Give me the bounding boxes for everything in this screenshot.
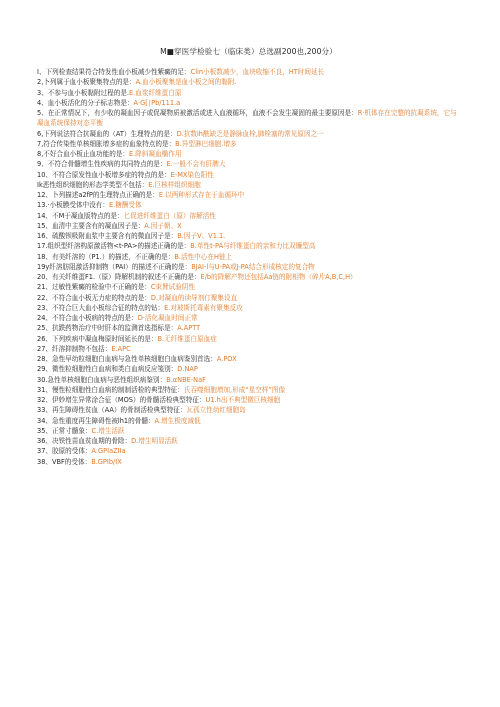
question-item (37, 364, 460, 374)
question-text: 31、慢性粒细胞性白血病的制制活检的典型特征： (37, 385, 184, 394)
question-text: 4、血小板活化的分子标志物是： (37, 98, 134, 107)
question-item (37, 149, 460, 159)
answer-text: C.增生活跃 (91, 426, 125, 435)
answer-text: A.因子朝、X (144, 221, 182, 230)
answer-text: E.APC (111, 344, 131, 353)
question-item (37, 293, 460, 303)
question-item (37, 385, 460, 395)
question-text: 35、正常寸髓象： (37, 426, 92, 435)
answer-text: D.对凝血的读导剂仃聚集设直 (150, 293, 238, 302)
question-text: 7,符合传染性单核细胀增多症的血象特点的是： (37, 139, 176, 148)
question-text: 28、急性早幼粒细胞白血病与急性单核细胞白血病鉴别首选： (37, 355, 217, 363)
answer-text: 瓦孤立性幼红细胞岛 (186, 406, 246, 415)
question-item (37, 313, 460, 323)
answer-text: B.异型淋巴细胞.增多 (175, 139, 237, 148)
question-item (37, 354, 460, 364)
answer-text: E.糖酬受体 (108, 201, 142, 210)
answer-text: E-MX染色阳性 (170, 170, 214, 179)
question-item (37, 200, 460, 210)
question-item (37, 272, 460, 282)
question-text: 24、不符合血小板病的特点的是： (37, 314, 138, 322)
question-item (37, 262, 460, 272)
question-text: 10、不符合原发性血小板增多症的特点的是： (37, 170, 171, 179)
question-item (37, 190, 460, 200)
answer-text: E.血浆纤维蛋白原 (129, 88, 182, 97)
answer-text: B.αNBE-NaF (166, 375, 206, 384)
question-text: 30.急性单核细胞白血病与恶性组织病鉴别： (37, 375, 167, 384)
question-item (37, 180, 460, 190)
question-text: 37、胶原的受体： (37, 447, 92, 456)
question-item (37, 416, 460, 426)
answer-text: A.增生极度减低 (154, 416, 201, 425)
question-text: 32、伊妙增生异常涂合征（MOS）的骨髓活检典型特征： (37, 396, 206, 404)
question-item (37, 375, 460, 385)
question-item (37, 67, 460, 77)
question-item (37, 436, 460, 446)
question-text: 36、决铁性苗血贫血期的骨除： (37, 437, 132, 445)
question-item (37, 241, 460, 251)
question-item (37, 211, 460, 221)
question-text: 27、纤溶抑制物不包括： (37, 344, 112, 353)
question-text: 19y纤溶肪阻激活抑制物（PAI）的描述不正确的是： (37, 262, 192, 271)
question-text: 38、VBF的受体： (37, 457, 92, 466)
answer-text: E.巨核样组织细胞 (148, 180, 201, 189)
answer-text: A.血小板聚集是血小板之间的黏附. (135, 78, 237, 87)
answer-text: A.POX (216, 355, 237, 363)
question-item (37, 426, 460, 436)
question-text: 18、有美纤溶的（P1.）的描述，不正确的是： (37, 252, 175, 261)
answer-text: D.增生明显活跃 (131, 437, 178, 445)
question-item (37, 405, 460, 415)
question-text: 33、再生障碍性贫血（AA）的骨制活检典型特征： (37, 406, 187, 415)
answer-text: B.活性中心在H链上 (174, 252, 233, 261)
question-item (37, 334, 460, 344)
answer-text: E.降斜凝血椭作用 (129, 150, 182, 158)
question-list (37, 67, 460, 467)
question-text: 20、有关纤维蛋F1.（原）降解机制的叙述不正确的是： (37, 273, 201, 281)
question-item (37, 282, 460, 292)
answer-text: A·G[∣Pb/111.a (133, 98, 181, 107)
question-text: 9、不符合骨髓增生性疾病的共同特点的是： (37, 160, 167, 169)
question-item (37, 170, 460, 180)
question-text: 25、抗跌药物治疗中时肝本的监测首选指标是： (37, 324, 178, 333)
question-text: 17.组织型纤溶构原激活物<t-PA>的描述正确的是： (37, 242, 191, 251)
question-text: 2,卜列属于血小板聚集特点的是： (37, 78, 136, 87)
answer-text: U1.h出不典型微巨核细胞 (205, 396, 281, 404)
question-item (37, 252, 460, 262)
answer-text: 匕促进纤维蛋白（原）溶解活性 (123, 211, 216, 220)
question-item (37, 108, 460, 129)
question-item (37, 323, 460, 333)
answer-text: B.GPIb/IX (91, 457, 122, 466)
answer-text: A.GPIaZIIa (91, 447, 126, 456)
answer-text: A.APTT (177, 324, 201, 333)
document-title: M■穿医学检验七（临床类）总选副200也,200分） (160, 47, 337, 56)
answer-text: C束臂试验阴性 (150, 283, 196, 292)
answer-text: D.抗数ih酰缺乏是静脉血栓,肺栓塞的常见原因之一 (176, 129, 324, 138)
question-item (37, 139, 460, 149)
answer-text: E.以两种形式存在于血循环中 (158, 191, 245, 199)
question-text: 12、卜列描述a2fP的生理特点正确的是： (37, 191, 159, 199)
question-text: 34、急性重度再生障碍性被lh1的骨髓： (37, 416, 155, 425)
question-text: 22、不符合血小板无力症的特点的是： (37, 293, 151, 302)
answer-text: E/b的降解产物还包括Aa链的附相物（碎片A,B,C,H） (200, 273, 357, 281)
question-item (37, 231, 460, 241)
question-text: 14、不M于凝血版特点的是： (37, 211, 124, 220)
question-item (37, 395, 460, 405)
question-text: 21、过敏性紫癜的检验中不正确的是： (37, 283, 151, 292)
question-item (37, 129, 460, 139)
question-item (37, 344, 460, 354)
question-text: 13.·小板膜受体中没有： (37, 201, 109, 210)
question-item (37, 446, 460, 456)
question-item (37, 159, 460, 169)
answer-text: B.单性t-PA与纤维蛋白的亲和力比双镰型高 (190, 242, 316, 251)
question-item (37, 221, 460, 231)
question-text: 8,不好合血小板止血功能的是： (37, 150, 130, 158)
answer-text: B.无纤维蛋白原血症 (157, 334, 217, 343)
question-text: 16、硫酸钡吸附血浆中主要含有的微血因子是： (37, 232, 178, 240)
question-item (37, 457, 460, 467)
question-item (37, 98, 460, 108)
question-text: 5、在正常情况下，有少收的凝血因子或促凝物质被激活或进入血液循环，血液不会发生凝固的最主要原因是： (37, 109, 358, 117)
answer-text: 氏吞噬细胞增加,形成“星空样”图像 (183, 385, 286, 394)
answer-text: E.对玻斯托毒素有聚集反攻 (164, 303, 243, 312)
answer-text: E.一般不会有肝脾大 (166, 160, 226, 169)
answer-text: BJAI-l与U-PA或J-PA结合形成核定的复合物 (191, 262, 315, 271)
answer-text: D.NAP (177, 365, 198, 374)
question-text: I、下列检查结果符合特发性血小板减少性紫癜的足： (37, 68, 191, 76)
question-text: 3、不参与血小板黏附过程的是. (37, 88, 130, 97)
question-text: 6,下列说法符合抗凝血的（AT）生理特点的是： (37, 129, 177, 138)
answer-text: R·机体存在完整的抗凝系统，它与凝血系统保持对态平衡 (37, 109, 457, 128)
question-item (37, 88, 460, 98)
question-text: 23、不符合巨大血小板综合征的特点的钻： (37, 303, 165, 312)
question-text: 26、下列疾病中凝血梅原时间延长的是： (37, 334, 158, 343)
question-item (37, 303, 460, 313)
answer-text: B.因子V、V1.1. (177, 232, 226, 240)
question-item (37, 77, 460, 87)
answer-text: Clin小板数减少，血块收缩不良，HT时间延长 (190, 68, 325, 76)
answer-text: D·活化凝血时间正常 (137, 314, 198, 322)
question-text: 29、微性粒细胞性白血病和类白血病反应笺别： (37, 365, 178, 374)
question-text: Ik恶性组织细胞的形态学类型不包括： (37, 180, 149, 189)
question-text: 15、血清中主要含有的凝血因子是： (37, 221, 145, 230)
